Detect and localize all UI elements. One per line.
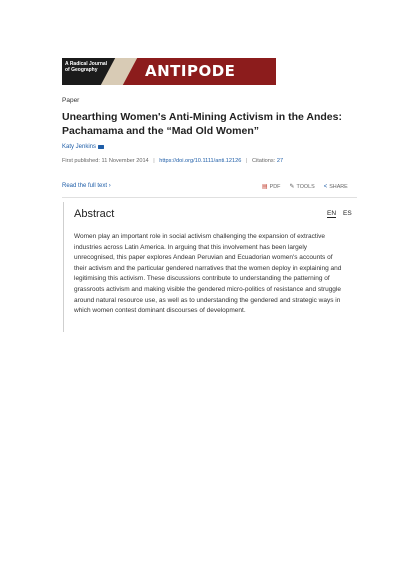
citations-label: Citations:: [251, 158, 276, 164]
pdf-button[interactable]: [262, 183, 280, 190]
article-tools: [262, 183, 348, 190]
wrench-icon: ✎: [289, 184, 295, 190]
first-published-date: 11 November 2014: [101, 158, 149, 164]
tools-button[interactable]: [289, 183, 314, 190]
pdf-icon: ▤: [262, 184, 268, 190]
share-button[interactable]: [324, 183, 348, 190]
abstract-heading: Abstract: [74, 208, 115, 220]
doi-link[interactable]: https://doi.org/10.1111/anti.12126: [159, 158, 242, 164]
meta-separator: |: [245, 158, 248, 164]
journal-banner[interactable]: [62, 58, 276, 85]
read-full-text-label[interactable]: Read the full text: [62, 183, 108, 189]
first-published-label: First published:: [62, 158, 100, 164]
article-type: Paper: [62, 97, 80, 104]
read-full-text-link[interactable]: [62, 183, 111, 189]
author-link[interactable]: [62, 144, 104, 150]
journal-tagline: A Radical Journal of Geography: [65, 61, 108, 73]
meta-separator: |: [153, 158, 155, 164]
pdf-label[interactable]: PDF: [269, 183, 281, 190]
language-tab-es[interactable]: ES: [343, 210, 352, 217]
envelope-icon[interactable]: [98, 145, 104, 149]
share-label[interactable]: SHARE: [329, 183, 348, 190]
citations-count[interactable]: 27: [276, 158, 284, 164]
share-icon: <: [323, 183, 328, 190]
journal-name: ANTIPODE: [145, 62, 236, 80]
article-title: Unearthing Women's Anti-Mining Activism in the Andes: Pachamama and the “Mad Old Women”: [62, 111, 342, 137]
divider: [62, 197, 357, 198]
abstract-text: Women play an important role in social activism challenging the expansion of extractive industries across Latin America. In arguing that this involvement has been largely unrecognised, this paper explores Andean Peruvian and Ecuadorian women's accounts of their activism and the particular gendered narratives that the women deploy in explaining and legitimising this activism. These discussions contribute to understanding the patterning of grassroots activism and making visible the gendered micro-politics of resistance and struggle around natural resource use, as well as to understanding the gendered and strategic ways in which women contest dominant discourses of development.: [74, 233, 342, 315]
chevron-right-icon: ›: [108, 183, 111, 189]
language-tab-en[interactable]: EN: [327, 210, 337, 217]
article-meta: [62, 158, 283, 164]
abstract-section: [63, 202, 358, 332]
tools-label[interactable]: TOOLS: [296, 183, 315, 190]
author-name[interactable]: Katy Jenkins: [62, 144, 97, 150]
